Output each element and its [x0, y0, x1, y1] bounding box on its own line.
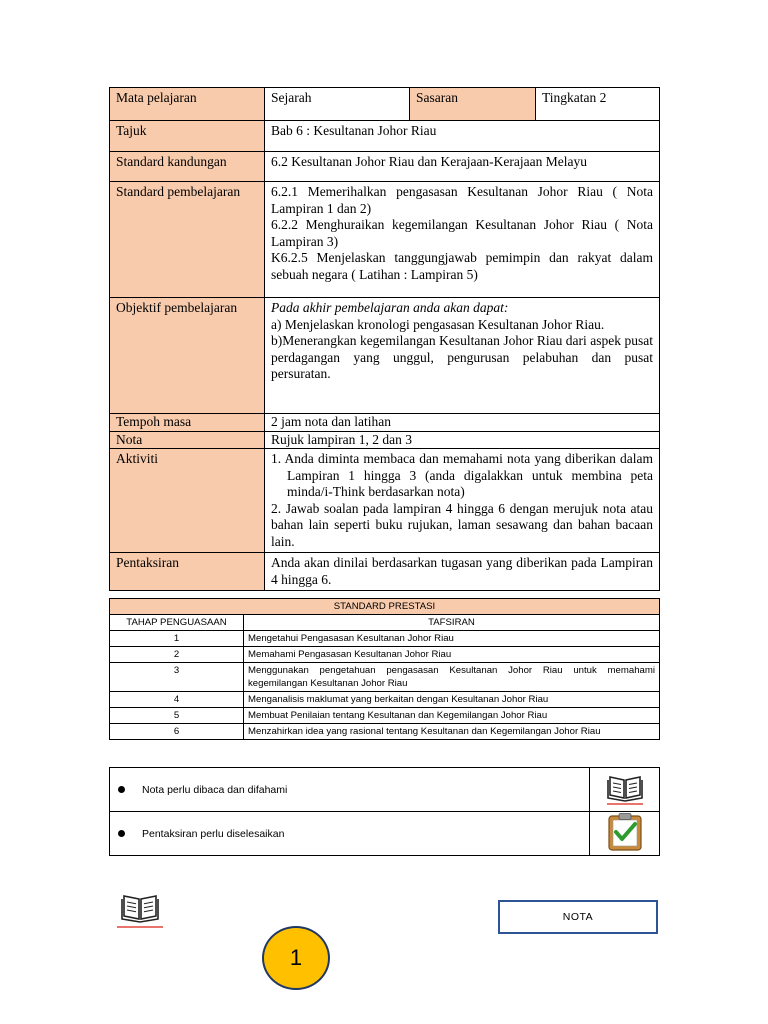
- objektif-item-a: a) Menjelaskan kronologi pengasasan Kesultanan Johor Riau.: [271, 316, 605, 332]
- aktiviti-item-2: 2. Jawab soalan pada lampiran 4 hingga 6 dengan merujuk nota atau bahan lain seperti buku rujukan, laman sesawang dan bahan bacaan lain.: [271, 500, 653, 549]
- col-tahap-penguasaan: TAHAP PENGUASAAN: [110, 615, 244, 631]
- sp-line-1: 6.2.1 Memerihalkan pengasasan Kesultanan Johor Riau ( Nota Lampiran 1 dan 2): [271, 184, 653, 216]
- table-row: [110, 647, 660, 663]
- value-standard-pembelajaran: [265, 182, 660, 298]
- col-tafsiran: TAFSIRAN: [244, 615, 660, 631]
- standard-prestasi-title: STANDARD PRESTASI: [110, 599, 660, 615]
- value-tajuk: Bab 6 : Kesultanan Johor Riau: [265, 121, 660, 152]
- value-standard-kandungan: 6.2 Kesultanan Johor Riau dan Kerajaan-Kerajaan Melayu: [265, 152, 660, 182]
- bullet-icon: [118, 830, 125, 837]
- label-standard-pembelajaran: Standard pembelajaran: [110, 182, 265, 298]
- bullet-icon: [118, 786, 125, 793]
- nota-label-box: [498, 900, 658, 934]
- tafsiran-cell: Mengetahui Pengasasan Kesultanan Johor Riau: [244, 631, 660, 647]
- table-row: [110, 631, 660, 647]
- legend-pentaksiran-text: Pentaksiran perlu diselesaikan: [142, 827, 285, 840]
- sp-line-3: K6.2.5 Menjelaskan tanggungjawab pemimpin dan rakyat dalam sebuah negara ( Latihan : Lampiran 5): [271, 250, 653, 282]
- label-tempoh-masa: Tempoh masa: [110, 414, 265, 432]
- tafsiran-cell: Membuat Penilaian tentang Kesultanan dan Kegemilangan Johor Riau: [244, 708, 660, 724]
- tafsiran-cell: Menganalisis maklumat yang berkaitan dengan Kesultanan Johor Riau: [244, 692, 660, 708]
- value-tempoh-masa: 2 jam nota dan latihan: [265, 414, 660, 432]
- label-standard-kandungan: Standard kandungan: [110, 152, 265, 182]
- label-objektif: Objektif pembelajaran: [110, 298, 265, 414]
- page-number: 1: [289, 945, 303, 970]
- label-nota: Nota: [110, 431, 265, 449]
- page-number-badge: [262, 926, 330, 990]
- tahap-cell: 3: [110, 663, 244, 692]
- tahap-cell: 5: [110, 708, 244, 724]
- legend-nota: [110, 768, 590, 812]
- info-table: [109, 87, 660, 591]
- tafsiran-cell: Memahami Pengasasan Kesultanan Johor Riau: [244, 647, 660, 663]
- legend-pentaksiran: [110, 812, 590, 856]
- value-pentaksiran: Anda akan dinilai berdasarkan tugasan yang diberikan pada Lampiran 4 hingga 6.: [265, 553, 660, 591]
- objektif-item-b: b)Menerangkan kegemilangan Kesultanan Johor Riau dari aspek pusat perdagangan yang unggul, pengurusan pelabuhan dan pusat persuratan.: [271, 333, 653, 381]
- table-row: [110, 724, 660, 740]
- tahap-cell: 4: [110, 692, 244, 708]
- open-book-icon: [117, 890, 163, 930]
- legend-table: [109, 767, 660, 856]
- objektif-intro: Pada akhir pembelajaran anda akan dapat:: [271, 300, 509, 315]
- open-book-icon: [605, 771, 645, 805]
- value-objektif: [265, 298, 660, 414]
- aktiviti-item-1: 1. Anda diminta membaca dan memahami nota yang diberikan dalam Lampiran 1 hingga 3 (anda digalakkan untuk membina peta minda/i-Think berdasarkan nota): [271, 451, 653, 499]
- label-mata-pelajaran: Mata pelajaran: [110, 88, 265, 121]
- sp-line-2: 6.2.2 Menghuraikan kegemilangan Kesultanan Johor Riau ( Nota Lampiran 3): [271, 217, 653, 249]
- legend-pentaksiran-icon-cell: [590, 812, 660, 856]
- tahap-cell: 6: [110, 724, 244, 740]
- table-row: [110, 663, 660, 692]
- nota-label: NOTA: [562, 911, 594, 923]
- label-pentaksiran: Pentaksiran: [110, 553, 265, 591]
- label-aktiviti: Aktiviti: [110, 449, 265, 553]
- label-tajuk: Tajuk: [110, 121, 265, 152]
- tafsiran-cell: Menggunakan pengetahuan pengasasan Kesultanan Johor Riau untuk memahami kegemilangan Kesultanan Johor Riau: [244, 663, 660, 692]
- table-row: [110, 692, 660, 708]
- value-nota: Rujuk lampiran 1, 2 dan 3: [265, 431, 660, 449]
- tahap-cell: 2: [110, 647, 244, 663]
- table-row: [110, 708, 660, 724]
- tafsiran-cell: Menzahirkan idea yang rasional tentang Kesultanan dan Kegemilangan Johor Riau: [244, 724, 660, 740]
- value-mata-pelajaran: Sejarah: [265, 88, 410, 121]
- legend-nota-icon-cell: [590, 768, 660, 812]
- clipboard-check-icon: [606, 812, 644, 852]
- tahap-cell: 1: [110, 631, 244, 647]
- label-sasaran: Sasaran: [410, 88, 536, 121]
- standard-prestasi-table: [109, 598, 660, 740]
- legend-nota-text: Nota perlu dibaca dan difahami: [142, 783, 288, 796]
- value-aktiviti: [265, 449, 660, 553]
- value-sasaran: Tingkatan 2: [536, 88, 660, 121]
